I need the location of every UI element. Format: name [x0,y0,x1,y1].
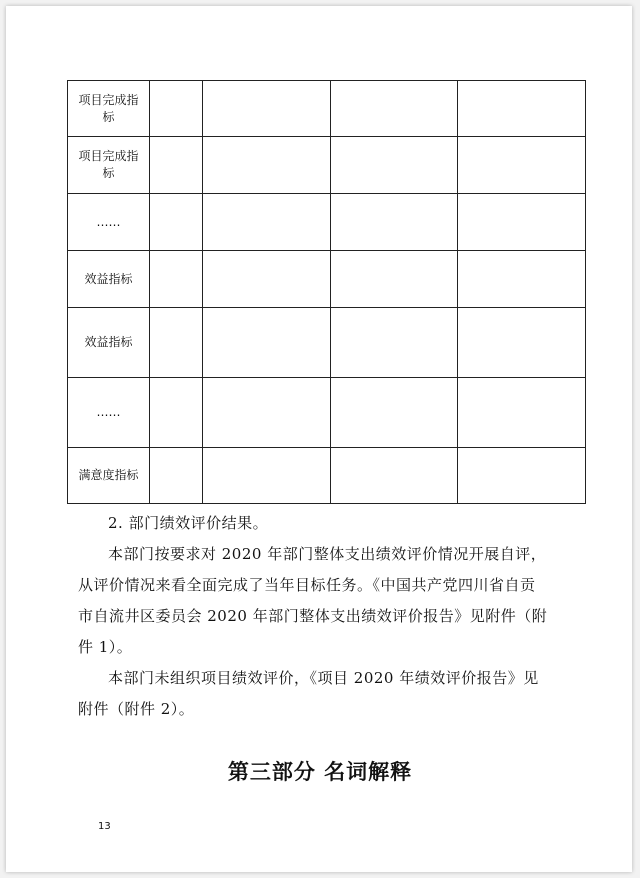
table-cell [150,81,203,137]
table-cell [458,137,586,194]
table-cell [150,448,203,504]
indicator-label: 满意度指标 [68,448,150,504]
table-row [68,448,586,504]
page-number: 13 [98,821,111,832]
indicator-label: …… [68,378,150,448]
table-cell [331,251,458,308]
performance-indicator-table [67,80,586,504]
table-cell [331,308,458,378]
table-row [68,137,586,194]
table-row [68,251,586,308]
indicator-label: 效益指标 [68,308,150,378]
indicator-label: 效益指标 [68,251,150,308]
table-cell [203,251,331,308]
table-row [68,194,586,251]
table-cell [458,378,586,448]
table-cell [458,251,586,308]
table-cell [203,81,331,137]
section-2-title-text: 2. 部门绩效评价结果。 [108,514,269,532]
table-cell [458,81,586,137]
table-cell [458,194,586,251]
table-cell [203,308,331,378]
table-cell [203,137,331,194]
table-cell [150,194,203,251]
table-row [68,308,586,378]
table-cell [150,137,203,194]
table-row [68,81,586,137]
part-3-heading: 第三部分 名词解释 [227,760,413,784]
table-cell [458,448,586,504]
section-2-paragraph-1: 本部门按要求对 2020 年部门整体支出绩效评价情况开展自评，从评价情况来看全面完成了当年目标任务。《中国共产党四川省自贡市自流井区委员会 2020 年部门整体支出绩效评价报告》见附件（附件 1）。 [78,545,548,656]
section-2-paragraph-2: 本部门未组织项目绩效评价，《项目 2020 年绩效评价报告》见附件（附件 2）。 [78,669,539,718]
table-cell [458,308,586,378]
table-cell [331,378,458,448]
table-cell [331,137,458,194]
indicator-label: 项目完成指标 [68,81,150,137]
table-cell [150,251,203,308]
table-cell [203,194,331,251]
table-cell [331,81,458,137]
indicator-label: …… [68,194,150,251]
table-cell [331,448,458,504]
table-cell [203,378,331,448]
table-cell [203,448,331,504]
section-2-title [78,508,548,539]
indicator-label: 项目完成指标 [68,137,150,194]
table-cell [150,378,203,448]
table-cell [150,308,203,378]
table-row [68,378,586,448]
table-cell [331,194,458,251]
